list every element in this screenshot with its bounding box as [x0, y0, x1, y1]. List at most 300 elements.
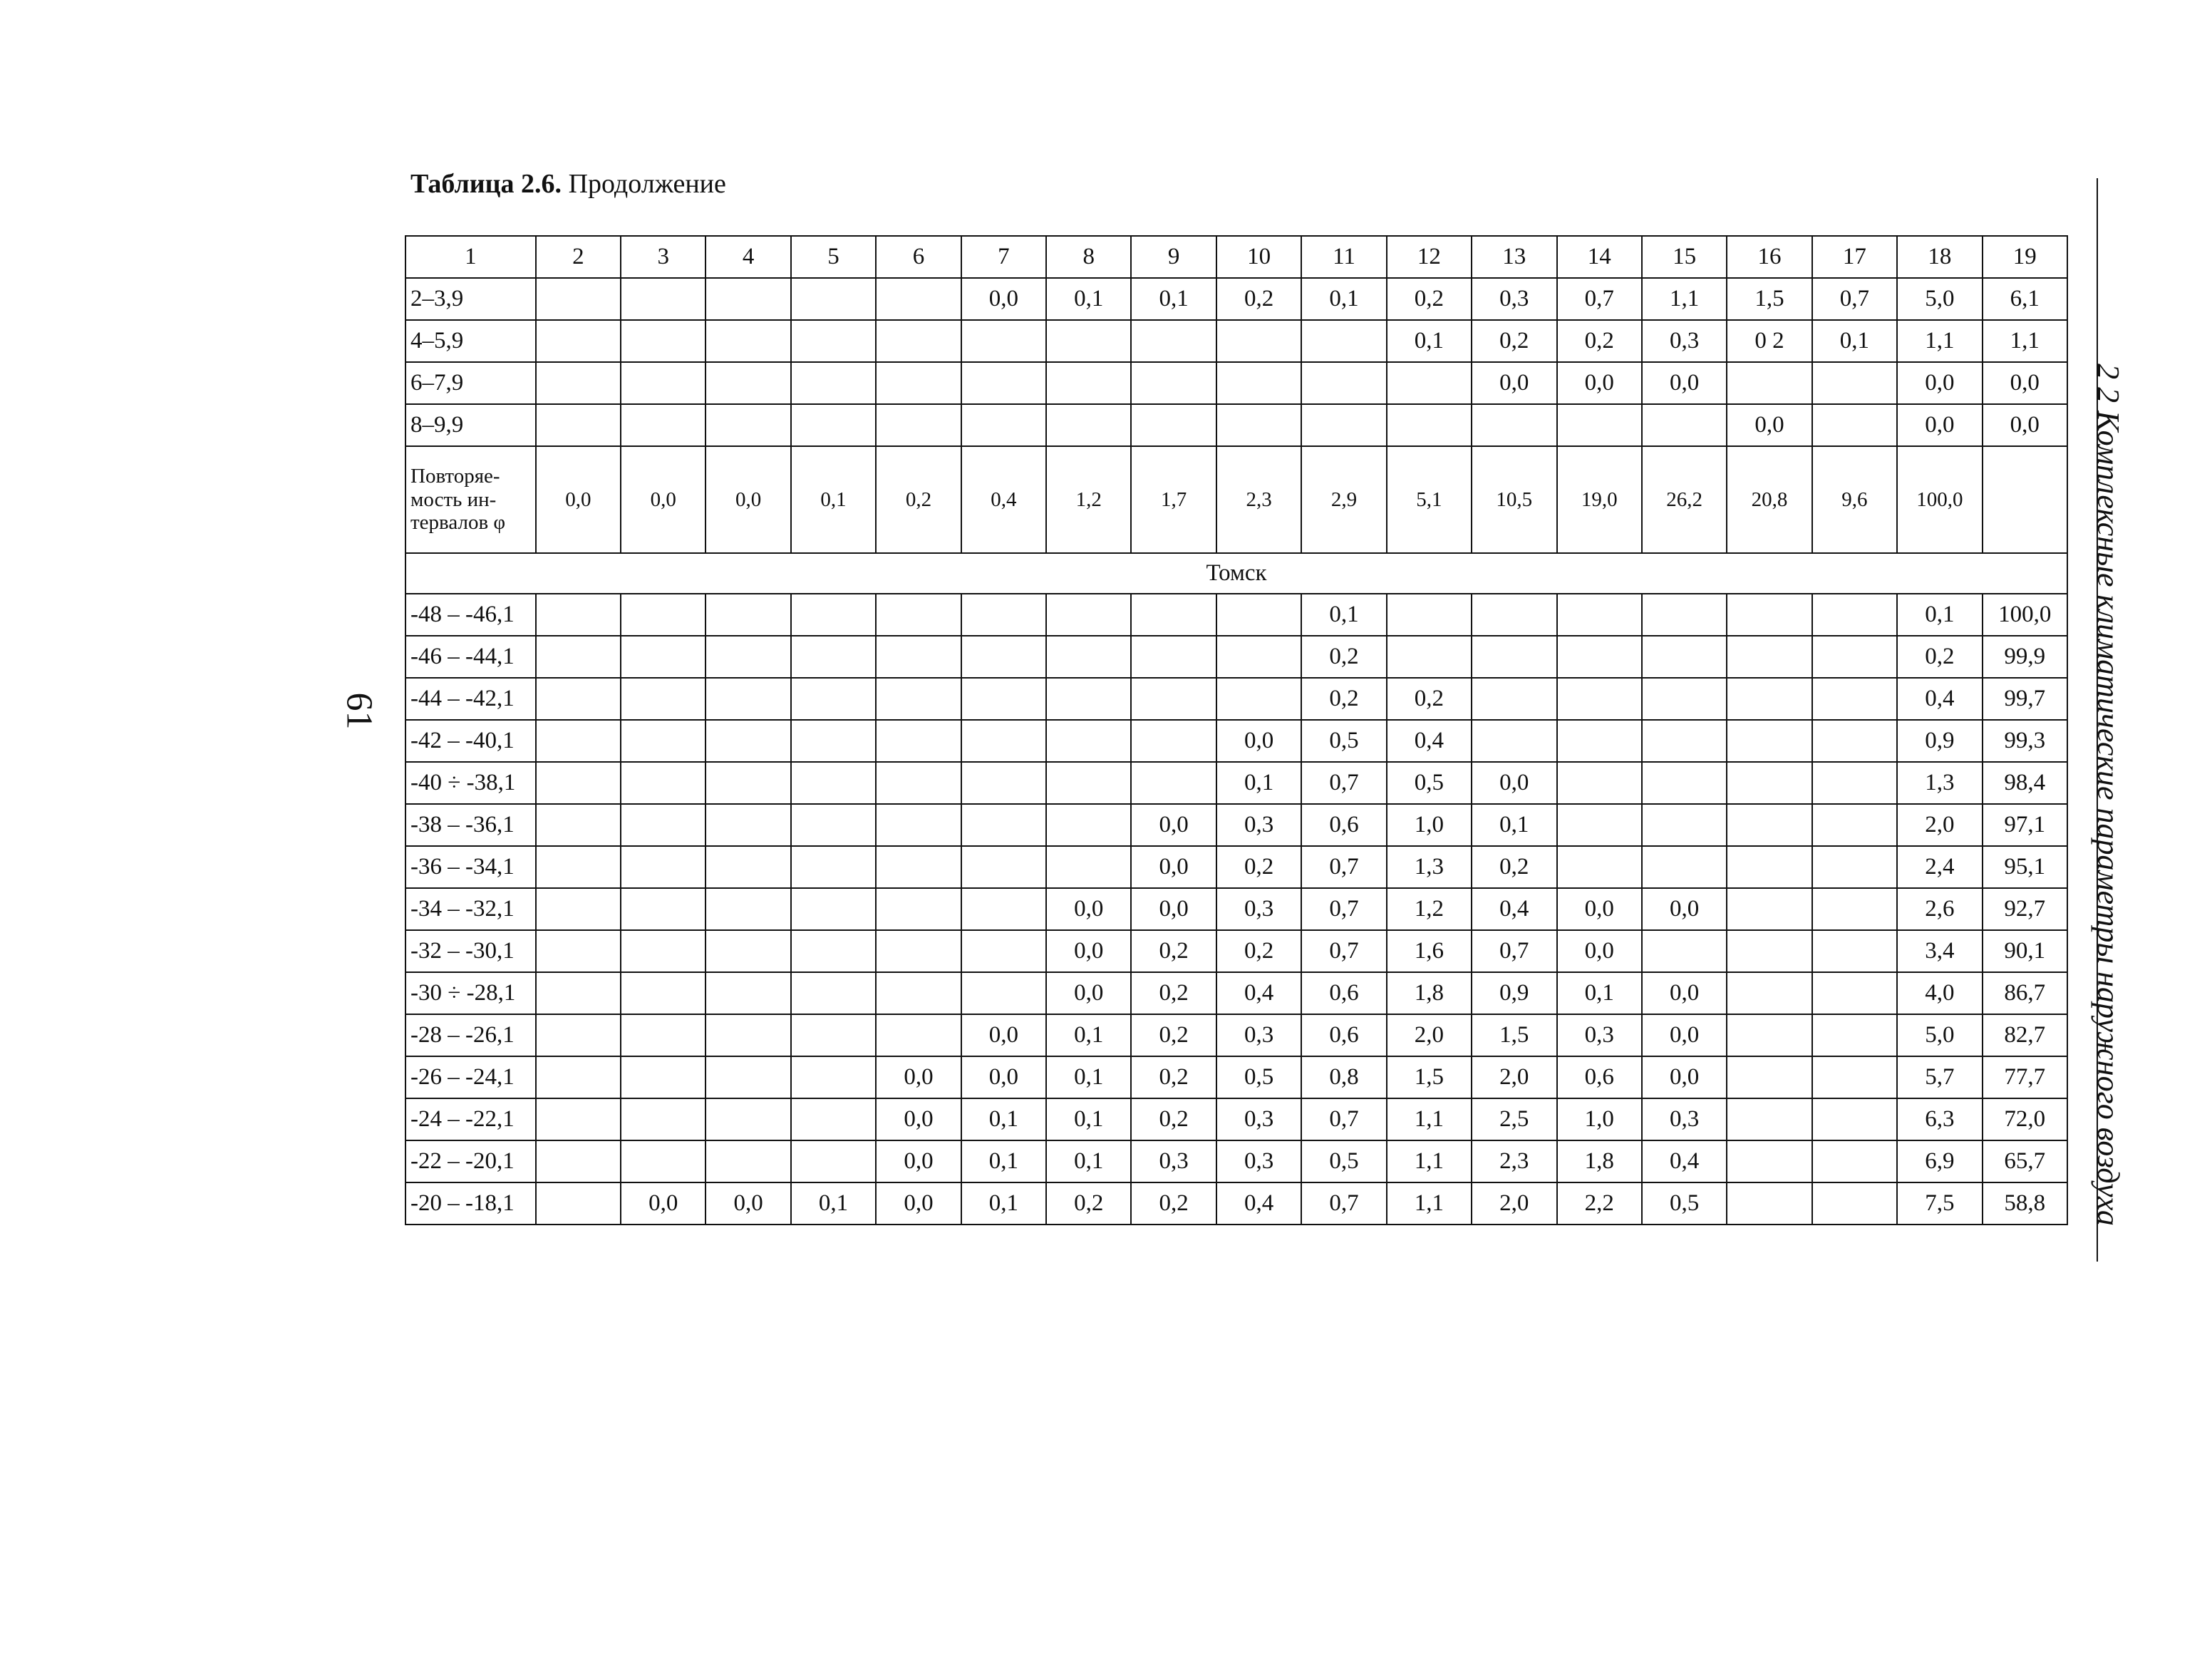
table-cell: 0,0: [1046, 888, 1131, 930]
row-label-cell: -24 – -22,1: [405, 1098, 536, 1140]
table-cell: 0,1: [961, 1098, 1046, 1140]
table-cell: 100,0: [1983, 594, 2067, 636]
table-cell: [1727, 846, 1812, 888]
table-cell: [1046, 404, 1131, 446]
table-cell: 90,1: [1983, 930, 2067, 972]
table-cell: 2,0: [1387, 1014, 1472, 1056]
table-cell: 0,5: [1301, 1140, 1386, 1182]
table-cell: 3: [621, 236, 706, 278]
table-cell: [706, 278, 790, 320]
table-cell: 1,5: [1727, 278, 1812, 320]
table-cell: 0,1: [1387, 320, 1472, 362]
table-cell: [706, 404, 790, 446]
table-cell: [1131, 720, 1216, 762]
table-cell: [876, 594, 961, 636]
table-cell: [1812, 972, 1897, 1014]
table-cell: [621, 1014, 706, 1056]
row-label-cell: -44 – -42,1: [405, 678, 536, 720]
table-cell: [791, 678, 876, 720]
table-cell: 0,7: [1301, 1182, 1386, 1225]
table-cell: 99,7: [1983, 678, 2067, 720]
table-cell: 0,3: [1131, 1140, 1216, 1182]
table-cell: [1557, 846, 1642, 888]
table-cell: [1812, 1056, 1897, 1098]
table-cell: [791, 636, 876, 678]
table-cell: [961, 320, 1046, 362]
table-cell: 1,0: [1387, 804, 1472, 846]
table-cell: [1642, 594, 1727, 636]
table-cell: 0,0: [621, 1182, 706, 1225]
table-cell: [1046, 362, 1131, 404]
table-cell: 0,0: [536, 446, 621, 553]
table-cell: [1727, 762, 1812, 804]
table-cell: [621, 720, 706, 762]
table-cell: [536, 1014, 621, 1056]
table-cell: 9,6: [1812, 446, 1897, 553]
table-cell: [1387, 404, 1472, 446]
table-cell: [876, 804, 961, 846]
table-cell: [706, 1098, 790, 1140]
table-cell: 58,8: [1983, 1182, 2067, 1225]
table-cell: [791, 720, 876, 762]
table-cell: 0,2: [1557, 320, 1642, 362]
table-row: [405, 804, 2067, 846]
table-cell: [876, 888, 961, 930]
table-cell: [621, 1056, 706, 1098]
table-cell: 0,9: [1897, 720, 1982, 762]
table-cell: 6,1: [1983, 278, 2067, 320]
table-cell: [961, 972, 1046, 1014]
table-cell: [1216, 320, 1301, 362]
table-cell: 0,1: [1216, 762, 1301, 804]
table-cell: 2,0: [1472, 1182, 1556, 1225]
table-cell: 0,0: [1472, 362, 1556, 404]
table-cell: [1387, 594, 1472, 636]
table-cell: [1727, 1056, 1812, 1098]
table-cell: [961, 636, 1046, 678]
table-cell: 2: [536, 236, 621, 278]
table-cell: 26,2: [1642, 446, 1727, 553]
table-cell: 0,5: [1216, 1056, 1301, 1098]
table-cell: [1642, 930, 1727, 972]
table-cell: [706, 846, 790, 888]
table-cell: [876, 278, 961, 320]
table-cell: [1046, 846, 1131, 888]
table-cell: [621, 972, 706, 1014]
table-cell: 0,0: [1472, 762, 1556, 804]
table-cell: [536, 362, 621, 404]
table-cell: 2,0: [1472, 1056, 1556, 1098]
table-cell: [791, 404, 876, 446]
table-cell: 0,2: [1131, 1182, 1216, 1225]
table-cell: [876, 636, 961, 678]
table-cell: 1,1: [1387, 1140, 1472, 1182]
table-cell: [1216, 362, 1301, 404]
table-cell: 19: [1983, 236, 2067, 278]
table-cell: 2,0: [1897, 804, 1982, 846]
row-label-cell: 2–3,9: [405, 278, 536, 320]
table-cell: 0,7: [1557, 278, 1642, 320]
table-cell: [1812, 636, 1897, 678]
table-cell: [791, 762, 876, 804]
row-label-cell: 6–7,9: [405, 362, 536, 404]
table-cell: 1,5: [1472, 1014, 1556, 1056]
table-cell: 0,0: [961, 1014, 1046, 1056]
table-cell: [1472, 678, 1556, 720]
table-cell: 0,7: [1301, 888, 1386, 930]
table-cell: 0,0: [1727, 404, 1812, 446]
table-cell: [1301, 320, 1386, 362]
table-cell: 1,8: [1557, 1140, 1642, 1182]
table-cell: [1131, 678, 1216, 720]
table-cell: [876, 320, 961, 362]
table-cell: [791, 278, 876, 320]
table-cell: [876, 404, 961, 446]
table-cell: 0,7: [1301, 930, 1386, 972]
table-cell: [536, 888, 621, 930]
table-cell: 0,0: [1557, 888, 1642, 930]
table-cell: [1642, 404, 1727, 446]
caption-number: Таблица 2.6.: [410, 169, 562, 199]
table-cell: [1727, 804, 1812, 846]
table-cell: [706, 972, 790, 1014]
table-cell: 0,0: [1642, 362, 1727, 404]
table-cell: 3,4: [1897, 930, 1982, 972]
table-cell: 17: [1812, 236, 1897, 278]
table-cell: [536, 1056, 621, 1098]
table-cell: [1557, 720, 1642, 762]
table-cell: 0,0: [1046, 972, 1131, 1014]
table-cell: 0,3: [1216, 888, 1301, 930]
table-cell: 15: [1642, 236, 1727, 278]
table-cell: 0,4: [1216, 1182, 1301, 1225]
climate-data-table: [405, 235, 2068, 1225]
caption-continuation: Продолжение: [562, 169, 726, 199]
table-cell: 0,0: [1557, 362, 1642, 404]
table-cell: [1812, 1014, 1897, 1056]
table-cell: 0,5: [1301, 720, 1386, 762]
row-label-cell: 1: [405, 236, 536, 278]
table-cell: 0,0: [706, 1182, 790, 1225]
table-cell: [1557, 594, 1642, 636]
table-cell: [1046, 720, 1131, 762]
table-cell: 2,2: [1557, 1182, 1642, 1225]
table-cell: 0,3: [1216, 1140, 1301, 1182]
table-cell: 0,1: [1046, 1140, 1131, 1182]
table-cell: [706, 720, 790, 762]
row-label-cell: Повторяе-мость ин-тервалов φ: [405, 446, 536, 553]
table-cell: [536, 846, 621, 888]
table-cell: [706, 362, 790, 404]
table-cell: 6: [876, 236, 961, 278]
table-cell: 0,2: [1216, 278, 1301, 320]
table-cell: 0,0: [876, 1056, 961, 1098]
table-cell: 0,3: [1472, 278, 1556, 320]
table-cell: 0,1: [1557, 972, 1642, 1014]
row-label-cell: 4–5,9: [405, 320, 536, 362]
table-cell: 82,7: [1983, 1014, 2067, 1056]
table-cell: 0,3: [1216, 1014, 1301, 1056]
table-cell: [791, 804, 876, 846]
row-label-cell: -28 – -26,1: [405, 1014, 536, 1056]
table-cell: [1727, 636, 1812, 678]
table-cell: [791, 930, 876, 972]
table-row: [405, 678, 2067, 720]
table-cell: 0,7: [1301, 1098, 1386, 1140]
table-cell: 0,3: [1557, 1014, 1642, 1056]
table-cell: [1727, 594, 1812, 636]
table-cell: 4,0: [1897, 972, 1982, 1014]
table-cell: 0,2: [1131, 1098, 1216, 1140]
table-cell: [1812, 1182, 1897, 1225]
table-cell: [791, 1098, 876, 1140]
table-cell: [621, 1098, 706, 1140]
table-cell: 0,0: [1642, 1014, 1727, 1056]
table-cell: [1812, 1098, 1897, 1140]
table-cell: 4: [706, 236, 790, 278]
table-cell: 1,1: [1983, 320, 2067, 362]
table-cell: [621, 846, 706, 888]
table-cell: 0,9: [1472, 972, 1556, 1014]
table-cell: [876, 362, 961, 404]
table-row: [405, 888, 2067, 930]
table-cell: [1812, 804, 1897, 846]
table-cell: [1046, 762, 1131, 804]
row-label-cell: -36 – -34,1: [405, 846, 536, 888]
table-cell: 0,2: [1131, 1014, 1216, 1056]
table-cell: 0,1: [791, 1182, 876, 1225]
table-cell: [706, 594, 790, 636]
table-cell: [1812, 762, 1897, 804]
row-label-cell: -42 – -40,1: [405, 720, 536, 762]
table-cell: [1216, 594, 1301, 636]
table-cell: [1642, 636, 1727, 678]
table-cell: 0,0: [1983, 404, 2067, 446]
table-cell: 0,0: [1983, 362, 2067, 404]
table-cell: [791, 888, 876, 930]
table-cell: [536, 1182, 621, 1225]
table-cell: 0,2: [876, 446, 961, 553]
table-cell: [961, 720, 1046, 762]
table-cell: [621, 930, 706, 972]
row-label-cell: -30 ÷ -28,1: [405, 972, 536, 1014]
table-cell: 0,2: [1301, 678, 1386, 720]
table-cell: [876, 1014, 961, 1056]
table-row: [405, 762, 2067, 804]
table-cell: 19,0: [1557, 446, 1642, 553]
table-cell: 72,0: [1983, 1098, 2067, 1140]
table-cell: [1557, 804, 1642, 846]
table-cell: [706, 888, 790, 930]
table-cell: 18: [1897, 236, 1982, 278]
table-cell: 0,3: [1642, 320, 1727, 362]
table-cell: 0,0: [961, 278, 1046, 320]
table-cell: [876, 846, 961, 888]
table-cell: [876, 720, 961, 762]
table-cell: 5,7: [1897, 1056, 1982, 1098]
table-cell: [1472, 720, 1556, 762]
table-cell: [1812, 888, 1897, 930]
table-cell: 1,2: [1387, 888, 1472, 930]
table-cell: [536, 762, 621, 804]
table-cell: 6,9: [1897, 1140, 1982, 1182]
table-cell: [536, 404, 621, 446]
table-cell: [1131, 404, 1216, 446]
table-cell: [1812, 1140, 1897, 1182]
table-cell: [1046, 804, 1131, 846]
table-cell: [961, 888, 1046, 930]
table-cell: [1727, 930, 1812, 972]
table-cell: 0,0: [1046, 930, 1131, 972]
table-cell: [706, 930, 790, 972]
table-cell: 65,7: [1983, 1140, 2067, 1182]
table-cell: 11: [1301, 236, 1386, 278]
table-cell: 0,6: [1557, 1056, 1642, 1098]
table-cell: [791, 972, 876, 1014]
table-cell: 0,0: [1897, 362, 1982, 404]
table-cell: 0,2: [1897, 636, 1982, 678]
table-cell: [1216, 636, 1301, 678]
table-cell: 0,0: [1642, 888, 1727, 930]
table-cell: 0,7: [1301, 762, 1386, 804]
row-label-cell: -48 – -46,1: [405, 594, 536, 636]
table-cell: [1642, 762, 1727, 804]
table-cell: 1,1: [1897, 320, 1982, 362]
table-cell: 0,0: [876, 1098, 961, 1140]
table-cell: [1046, 594, 1131, 636]
table-cell: 0,1: [1301, 278, 1386, 320]
running-head: 2 2 Комплексные климатические параметры наружного воздуха: [2091, 364, 2126, 1226]
table-cell: [1046, 678, 1131, 720]
table-cell: [1727, 972, 1812, 1014]
table-cell: 0,2: [1387, 278, 1472, 320]
table-cell: [791, 1140, 876, 1182]
table-cell: 0,2: [1472, 320, 1556, 362]
table-cell: 5: [791, 236, 876, 278]
table-cell: [536, 278, 621, 320]
table-cell: 1,7: [1131, 446, 1216, 553]
table-cell: 2,3: [1216, 446, 1301, 553]
table-cell: 86,7: [1983, 972, 2067, 1014]
row-label-cell: -46 – -44,1: [405, 636, 536, 678]
table-cell: 1,1: [1642, 278, 1727, 320]
table-cell: 1,5: [1387, 1056, 1472, 1098]
table-cell: [876, 972, 961, 1014]
table-cell: [621, 320, 706, 362]
table-row: [405, 320, 2067, 362]
table-cell: 0,4: [1642, 1140, 1727, 1182]
table-cell: 0,1: [1046, 1014, 1131, 1056]
table-cell: [1387, 362, 1472, 404]
table-cell: [536, 930, 621, 972]
table-cell: 13: [1472, 236, 1556, 278]
table-cell: 0,1: [1897, 594, 1982, 636]
table-cell: [706, 804, 790, 846]
table-cell: [536, 720, 621, 762]
table-cell: 0,2: [1131, 930, 1216, 972]
table-cell: 0,4: [1216, 972, 1301, 1014]
table-row: [405, 1098, 2067, 1140]
table-cell: 0,5: [1642, 1182, 1727, 1225]
table-cell: 0,1: [1131, 278, 1216, 320]
table-cell: [621, 1140, 706, 1182]
table-cell: 0,2: [1216, 930, 1301, 972]
table-cell: 6,3: [1897, 1098, 1982, 1140]
table-cell: [1727, 1140, 1812, 1182]
table-cell: [1642, 678, 1727, 720]
table-cell: 1,3: [1387, 846, 1472, 888]
table-cell: 0,4: [961, 446, 1046, 553]
table-cell: 0,0: [706, 446, 790, 553]
table-cell: 2,9: [1301, 446, 1386, 553]
table-cell: 99,9: [1983, 636, 2067, 678]
table-cell: 0,7: [1472, 930, 1556, 972]
table-cell: 0,2: [1046, 1182, 1131, 1225]
table-cell: 0,2: [1301, 636, 1386, 678]
row-label-cell: -32 – -30,1: [405, 930, 536, 972]
table-cell: [961, 930, 1046, 972]
table-cell: 0,1: [1046, 278, 1131, 320]
table-cell: [1557, 636, 1642, 678]
table-cell: 100,0: [1897, 446, 1982, 553]
table-row: [405, 720, 2067, 762]
table-cell: 0,1: [961, 1182, 1046, 1225]
table-cell: [1727, 720, 1812, 762]
table-cell: 0,0: [621, 446, 706, 553]
table-cell: [961, 404, 1046, 446]
table-cell: [1812, 404, 1897, 446]
table-cell: [621, 678, 706, 720]
table-cell: 98,4: [1983, 762, 2067, 804]
table-cell: 1,1: [1387, 1182, 1472, 1225]
table-cell: [791, 846, 876, 888]
table-cell: [1046, 320, 1131, 362]
table-row: [405, 846, 2067, 888]
table-cell: [876, 762, 961, 804]
table-cell: [961, 804, 1046, 846]
table-cell: [791, 362, 876, 404]
table-cell: 7,5: [1897, 1182, 1982, 1225]
table-cell: [1727, 678, 1812, 720]
table-cell: 0,1: [961, 1140, 1046, 1182]
table-cell: [621, 278, 706, 320]
table-cell: 0,4: [1472, 888, 1556, 930]
table-cell: [1812, 930, 1897, 972]
table-cell: [791, 1014, 876, 1056]
table-row: [405, 594, 2067, 636]
table-cell: [706, 636, 790, 678]
table-cell: 0,4: [1387, 720, 1472, 762]
table-cell: 0,0: [1642, 1056, 1727, 1098]
table-cell: [536, 320, 621, 362]
table-cell: 2,4: [1897, 846, 1982, 888]
table-cell: 0,2: [1131, 972, 1216, 1014]
page-number: 61: [338, 692, 380, 730]
table-cell: [621, 404, 706, 446]
table-cell: [706, 320, 790, 362]
table-body: [405, 236, 2067, 1225]
table-cell: [1131, 636, 1216, 678]
table-cell: [1301, 362, 1386, 404]
table-cell: [1642, 846, 1727, 888]
table-cell: 1,6: [1387, 930, 1472, 972]
table-cell: 99,3: [1983, 720, 2067, 762]
row-label-cell: -26 – -24,1: [405, 1056, 536, 1098]
table-cell: 0 2: [1727, 320, 1812, 362]
table-cell: 0,0: [1131, 846, 1216, 888]
table-cell: [1812, 594, 1897, 636]
table-cell: 0,4: [1897, 678, 1982, 720]
